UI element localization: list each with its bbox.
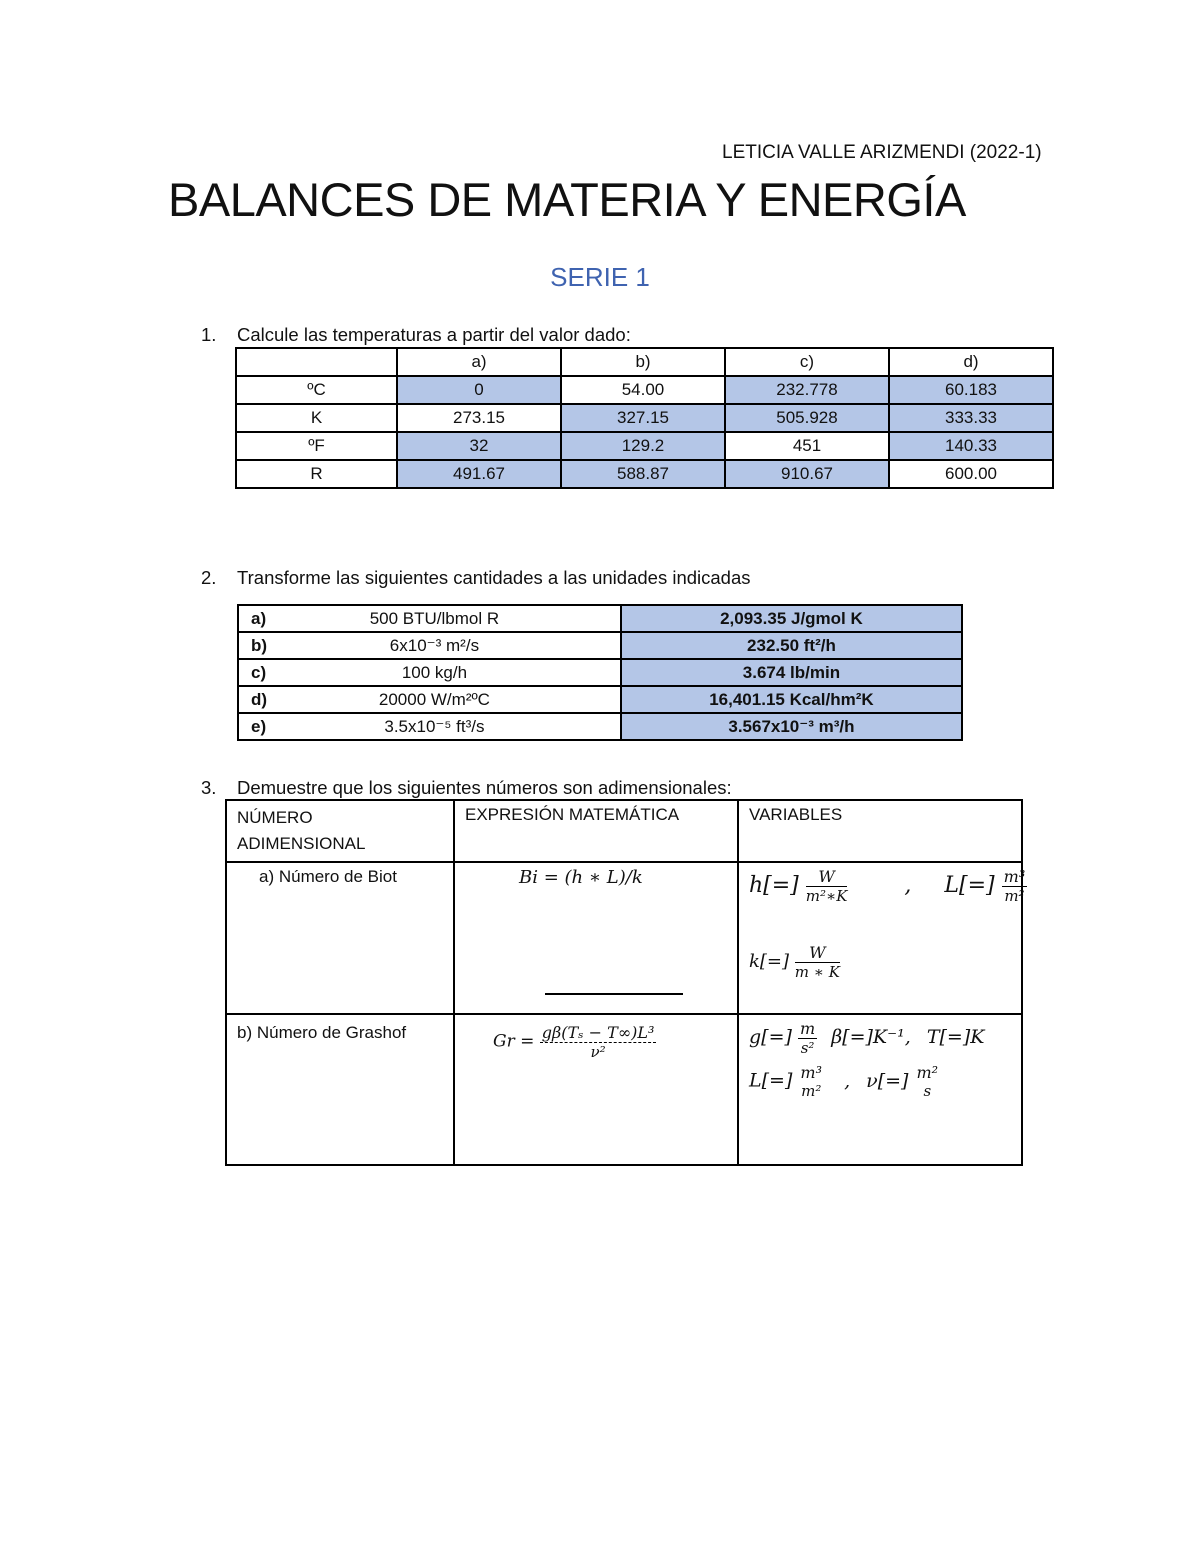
separator: , — [904, 873, 912, 898]
question-3 — [201, 777, 961, 801]
given-value: 500 BTU/lbmol R — [289, 605, 621, 632]
expression-cell — [454, 862, 738, 1014]
denominator: m² — [1004, 887, 1025, 905]
dimensionless-table — [225, 799, 1026, 1166]
row-label: c) — [238, 659, 289, 686]
fraction — [1002, 867, 1028, 905]
fraction — [915, 1063, 941, 1100]
table-header: a) — [397, 348, 561, 376]
denominator: s — [923, 1082, 932, 1100]
number-name: b) Número de Grashof — [226, 1014, 454, 1165]
expression-left: Gr = — [493, 1031, 535, 1052]
row-unit: ºC — [236, 376, 397, 404]
table-cell: 60.183 — [889, 376, 1053, 404]
variable-beta: β[=]K⁻¹, — [831, 1026, 911, 1048]
question-number: 2. — [201, 567, 217, 588]
row-unit: R — [236, 460, 397, 488]
fraction — [540, 1023, 657, 1061]
table-row — [238, 605, 962, 632]
given-value: 3.5x10⁻⁵ ft³/s — [289, 713, 621, 740]
question-1 — [201, 324, 901, 348]
table-row — [238, 686, 962, 713]
table-row — [238, 659, 962, 686]
table-cell: 588.87 — [561, 460, 725, 488]
question-number: 1. — [201, 324, 217, 345]
row-unit: ºF — [236, 432, 397, 460]
table-row — [236, 404, 1053, 432]
variable-symbol: ν[=] — [866, 1069, 909, 1092]
fraction — [795, 943, 840, 981]
denominator: m² — [801, 1082, 822, 1100]
separator: , — [844, 1069, 851, 1092]
page-title: BALANCES DE MATERIA Y ENERGÍA — [168, 173, 966, 226]
given-value: 100 kg/h — [289, 659, 621, 686]
variable-symbol: g[=] — [749, 1026, 792, 1048]
numerator: W — [795, 943, 840, 963]
table-header: b) — [561, 348, 725, 376]
question-text: Calcule las temperaturas a partir del valor dado: — [237, 324, 631, 345]
question-text: Transforme las siguientes cantidades a las unidades indicadas — [237, 567, 751, 588]
given-value: 6x10⁻³ m²/s — [289, 632, 621, 659]
number-name: a) Número de Biot — [226, 862, 454, 1014]
converted-value: 2,093.35 J/gmol K — [621, 605, 962, 632]
fraction — [798, 1063, 824, 1100]
table-row — [236, 376, 1053, 404]
variable-symbol: k[=] — [749, 951, 790, 972]
denominator: m ∗ K — [794, 963, 840, 981]
denominator: m²∗K — [805, 887, 848, 905]
table-cell: 491.67 — [397, 460, 561, 488]
converted-value: 3.567x10⁻³ m³/h — [621, 713, 962, 740]
underline-divider — [545, 993, 683, 995]
question-2 — [201, 567, 901, 591]
variable-symbol: h[=] — [749, 873, 799, 898]
table-cell: 505.928 — [725, 404, 889, 432]
numerator: W — [806, 867, 848, 887]
variable-g-line — [749, 1019, 984, 1057]
table-cell: 910.67 — [725, 460, 889, 488]
table-header: NÚMERO ADIMENSIONAL — [226, 800, 454, 862]
series-subtitle: SERIE 1 — [550, 262, 650, 292]
table-cell: 0 — [397, 376, 561, 404]
table-header: VARIABLES — [738, 800, 1022, 862]
author-line: LETICIA VALLE ARIZMENDI (2022-1) — [722, 142, 1042, 163]
converted-value: 16,401.15 Kcal/hm²K — [621, 686, 962, 713]
biot-expression: Bi = (h ∗ L)/k — [519, 867, 643, 888]
numerator: gβ(Tₛ − T∞)L³ — [541, 1023, 655, 1042]
question-number: 3. — [201, 777, 217, 798]
denominator: ν² — [590, 1043, 606, 1061]
table-cell: 129.2 — [561, 432, 725, 460]
table-cell: 600.00 — [889, 460, 1053, 488]
row-label: b) — [238, 632, 289, 659]
row-label: a) — [238, 605, 289, 632]
fraction — [798, 1019, 817, 1057]
variable-T: T[=]K — [926, 1026, 985, 1048]
expression-cell — [454, 1014, 738, 1165]
converted-value: 3.674 lb/min — [621, 659, 962, 686]
table-cell: 273.15 — [397, 404, 561, 432]
numerator: m³ — [1003, 867, 1026, 886]
variable-symbol: L[=] — [944, 873, 995, 898]
variable-k — [749, 943, 840, 981]
conversion-table — [237, 604, 963, 741]
table-cell: 140.33 — [889, 432, 1053, 460]
table-header-row — [236, 348, 1053, 376]
table-row — [226, 1014, 1022, 1165]
given-value: 20000 W/m²ºC — [289, 686, 621, 713]
row-label: d) — [238, 686, 289, 713]
numerator: m² — [916, 1063, 939, 1082]
numerator: m³ — [800, 1063, 823, 1082]
table-header-row — [226, 800, 1022, 862]
variable-L-line — [749, 1063, 940, 1100]
table-cell: 32 — [397, 432, 561, 460]
table-row — [238, 713, 962, 740]
table-header: EXPRESIÓN MATEMÁTICA — [454, 800, 738, 862]
row-unit: K — [236, 404, 397, 432]
temperature-table — [235, 347, 1054, 489]
table-cell: 333.33 — [889, 404, 1053, 432]
table-cell: 327.15 — [561, 404, 725, 432]
table-cell: 232.778 — [725, 376, 889, 404]
numerator: m — [799, 1019, 816, 1038]
table-cell: 54.00 — [561, 376, 725, 404]
variable-h — [749, 867, 1027, 905]
variable-symbol: L[=] — [749, 1069, 793, 1092]
table-row — [236, 460, 1053, 488]
table-header: c) — [725, 348, 889, 376]
variables-cell — [738, 1014, 1022, 1165]
row-label: e) — [238, 713, 289, 740]
fraction — [806, 867, 848, 905]
denominator: s² — [800, 1039, 815, 1057]
table-row — [236, 432, 1053, 460]
table-cell: 451 — [725, 432, 889, 460]
table-header — [236, 348, 397, 376]
table-row — [226, 862, 1022, 1014]
converted-value: 232.50 ft²/h — [621, 632, 962, 659]
variables-cell — [738, 862, 1026, 1014]
question-text: Demuestre que los siguientes números son adimensionales: — [237, 777, 732, 798]
table-row — [238, 632, 962, 659]
table-header: d) — [889, 348, 1053, 376]
grashof-expression — [493, 1023, 656, 1061]
